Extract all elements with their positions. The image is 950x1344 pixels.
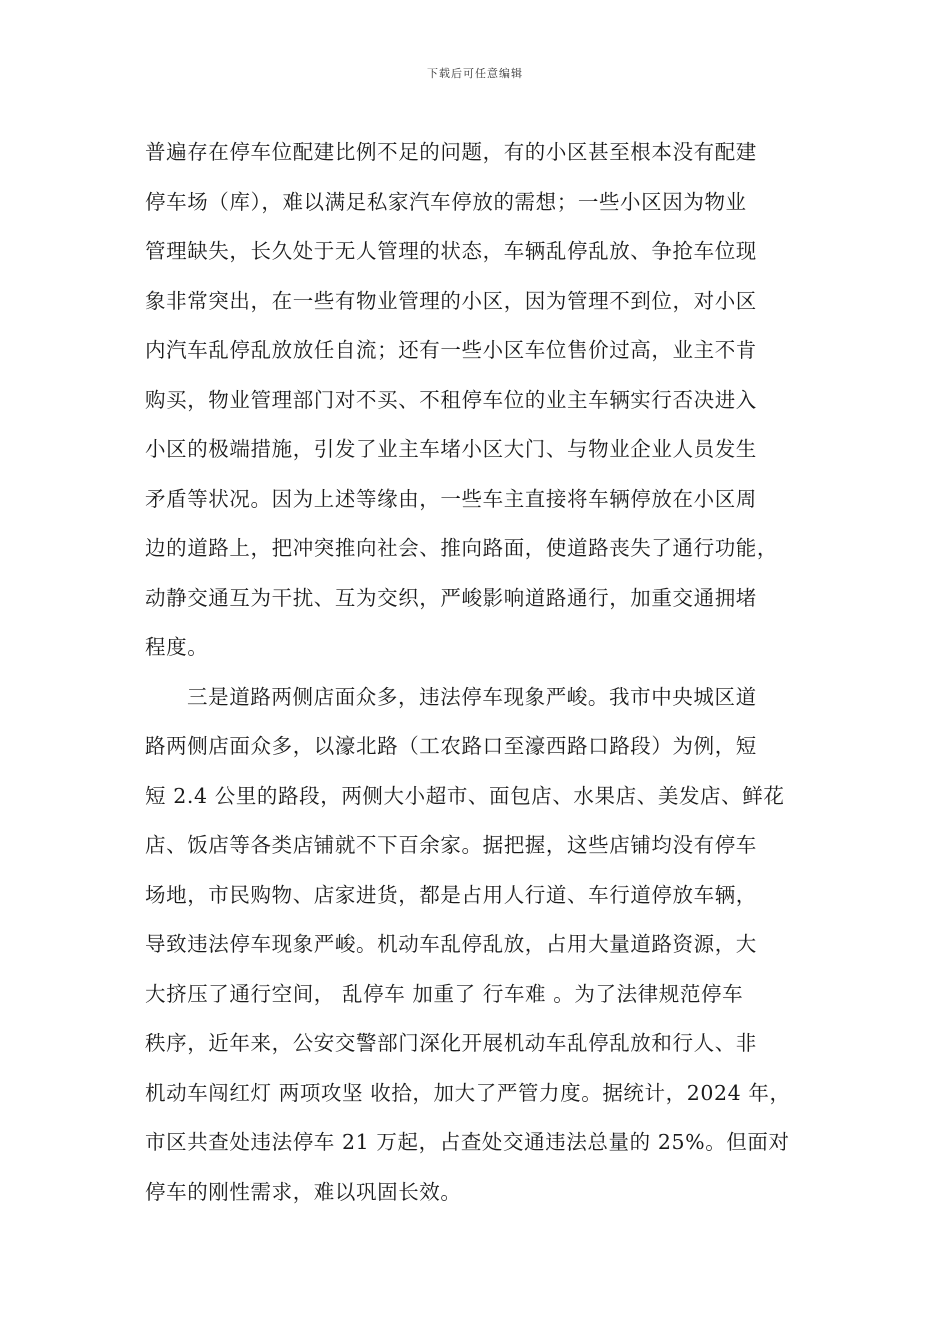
text-line: 机动车闯红灯 两项攻坚 收拾，加大了严管力度。据统计，2024 年， [145, 1080, 791, 1105]
body-text [145, 132, 825, 1221]
text-line: 秩序，近年来，公安交警部门深化开展机动车乱停乱放和行人、非 [145, 1031, 757, 1055]
text-line: 管理缺失，长久处于无人管理的状态，车辆乱停乱放、争抢车位现 [145, 239, 757, 263]
text-line: 小区的极端措施，引发了业主车堵小区大门、与物业企业人员发生 [145, 437, 757, 461]
page-header: 下载后可任意编辑 [427, 67, 523, 80]
paragraph-first-line: 三是道路两侧店面众多，违法停车现象严峻。我市中央城区道 [187, 684, 757, 709]
text-line: 普遍存在停车位配建比例不足的问题，有的小区甚至根本没有配建 [145, 140, 757, 164]
text-line: 导致违法停车现象严峻。机动车乱停乱放，占用大量道路资源，大 [145, 932, 757, 956]
text-line: 购买，物业管理部门对不买、不租停车位的业主车辆实行否决进入 [145, 387, 757, 412]
text-line: 路两侧店面众多，以濠北路（工农路口至濠西路口路段）为例，短 [145, 734, 757, 758]
text-line: 矛盾等状况。因为上述等缘由，一些车主直接将车辆停放在小区周 [145, 486, 757, 511]
text-line: 动静交通互为干扰、互为交织，严峻影响道路通行，加重交通拥堵 [145, 585, 757, 610]
text-line: 停车场（库），难以满足私家汽车停放的需想；一些小区因为物业 [145, 189, 747, 214]
text-line: 停车的刚性需求，难以巩固长效。 [145, 1179, 462, 1204]
text-line: 场地，市民购物、店家进货，都是占用人行道、车行道停放车辆， [145, 882, 757, 907]
text-line: 短 2.4 公里的路段，两侧大小超市、面包店、水果店、美发店、鲜花 [145, 783, 785, 808]
text-line: 内汽车乱停乱放放任自流；还有一些小区车位售价过高，业主不肯 [145, 338, 757, 362]
text-line: 店、饭店等各类店铺就不下百余家。据把握，这些店铺均没有停车 [145, 833, 757, 857]
text-line: 边的道路上，把冲突推向社会、推向路面，使道路丧失了通行功能， [145, 536, 778, 560]
text-line: 象非常突出，在一些有物业管理的小区，因为管理不到位，对小区 [145, 288, 757, 313]
text-line: 大挤压了通行空间， 乱停车 加重了 行车难 。为了法律规范停车 [145, 981, 744, 1006]
text-line: 程度。 [145, 635, 209, 659]
text-line: 市区共查处违法停车 21 万起，占查处交通违法总量的 25%。但面对 [145, 1130, 790, 1154]
